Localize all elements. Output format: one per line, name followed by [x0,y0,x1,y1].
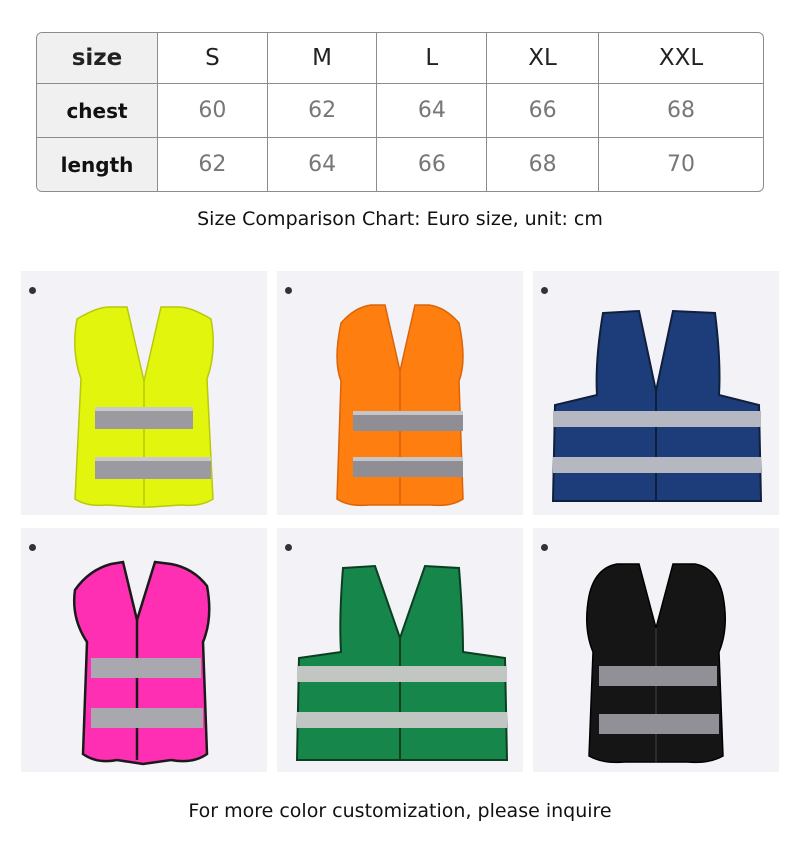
customization-caption: For more color customization, please inquire [188,800,612,822]
size-table-header-row [37,33,763,84]
size-xl-cell: XL [487,33,599,84]
table-cell: 68 [487,138,599,191]
size-xxl-cell: XXL [599,33,763,84]
vest-card-yellow [21,271,267,515]
table-cell: 64 [377,84,487,138]
black-vest-icon [533,528,779,772]
length-label: length [37,138,158,191]
size-s-cell: S [158,33,268,84]
table-cell: 70 [666,152,695,177]
size-l-cell: L [377,33,487,84]
yellow-vest-icon [21,271,267,515]
size-m-cell: M [268,33,378,84]
size-header-cell: size [37,33,158,84]
table-cell: 62 [158,138,268,191]
vest-card-pink [21,528,267,772]
pink-vest-icon [21,528,267,772]
length-row [37,138,763,191]
orange-vest-icon [277,271,523,515]
table-cell: 64 [268,138,378,191]
table-cell: 60 [158,84,268,138]
table-cell: 68 [599,84,763,138]
vest-card-orange [277,271,523,515]
table-cell: 62 [268,84,378,138]
vest-card-green [277,528,523,772]
size-chart-caption: Size Comparison Chart: Euro size, unit: cm [197,208,603,230]
table-cell: 66 [487,84,599,138]
vest-card-navy [533,271,779,515]
green-vest-icon [277,528,523,772]
vest-card-black [533,528,779,772]
table-cell: 66 [377,138,487,191]
size-table [36,32,764,192]
chest-row [37,84,763,138]
chest-label: chest [37,84,158,138]
navy-vest-icon [533,271,779,515]
